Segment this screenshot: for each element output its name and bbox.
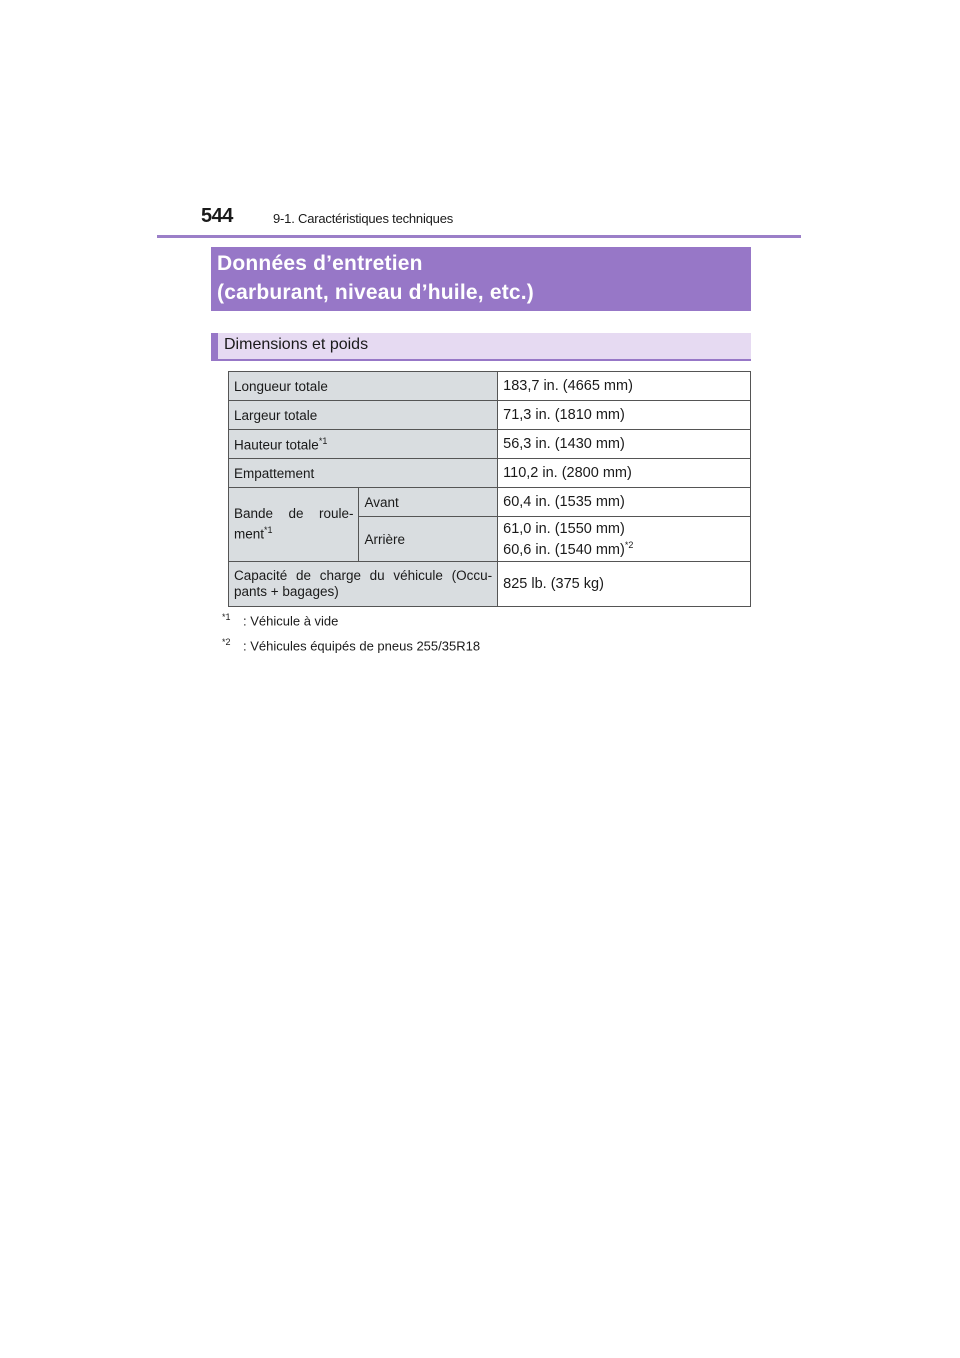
rear-label: Arrière <box>359 517 498 562</box>
section-title <box>211 247 751 311</box>
footnotes <box>222 612 480 662</box>
front-label: Avant <box>359 488 498 517</box>
table-row <box>229 459 751 488</box>
row-label: Longueur totale <box>229 372 498 401</box>
section-title-line-1: Données d’entretien <box>217 252 423 275</box>
row-value: 56,3 in. (1430 mm) <box>498 430 751 459</box>
footnote-mark: *1 <box>222 612 231 622</box>
capacity-label-cell <box>229 562 498 607</box>
section-title-line-2: (carburant, niveau d’huile, etc.) <box>217 281 534 304</box>
front-value: 60,4 in. (1535 mm) <box>498 488 751 517</box>
row-label-cell <box>229 430 498 459</box>
row-value: 71,3 in. (1810 mm) <box>498 401 751 430</box>
footnote <box>222 612 480 637</box>
footnote-ref: *1 <box>264 525 273 536</box>
track-label: Bande de roule-ment <box>234 506 354 542</box>
table-row <box>229 372 751 401</box>
row-label: Largeur totale <box>229 401 498 430</box>
footnote-ref: *1 <box>318 435 328 446</box>
rear-value-cell <box>498 517 751 562</box>
table-row <box>229 488 751 517</box>
page-number: 544 <box>201 205 233 227</box>
footnote-text: : Véhicules équipés de pneus 255/35R18 <box>243 638 481 654</box>
table-row <box>229 401 751 430</box>
page-header <box>157 202 801 238</box>
table-row <box>229 562 751 607</box>
subsection-title: Dimensions et poids <box>211 333 751 361</box>
row-label: Empattement <box>229 459 498 488</box>
footnote-ref: *2 <box>624 539 634 550</box>
rear-value-line-1: 61,0 in. (1550 mm) <box>503 520 625 537</box>
dimensions-table <box>228 371 751 607</box>
table-row <box>229 430 751 459</box>
row-label: Hauteur totale <box>234 437 319 453</box>
rear-value-line-2: 60,6 in. (1540 mm) <box>503 541 625 558</box>
row-value: 110,2 in. (2800 mm) <box>498 459 751 488</box>
capacity-label: Capacité de charge du véhicule (Occu-pants + bagages) <box>234 568 493 599</box>
footnote-text: : Véhicule à vide <box>243 613 339 629</box>
footnote-mark: *2 <box>222 637 231 647</box>
row-value: 183,7 in. (4665 mm) <box>498 372 751 401</box>
capacity-value: 825 lb. (375 kg) <box>498 562 751 607</box>
track-label-cell <box>229 488 359 562</box>
section-label: 9-1. Caractéristiques techniques <box>273 211 454 226</box>
footnote <box>222 637 480 662</box>
